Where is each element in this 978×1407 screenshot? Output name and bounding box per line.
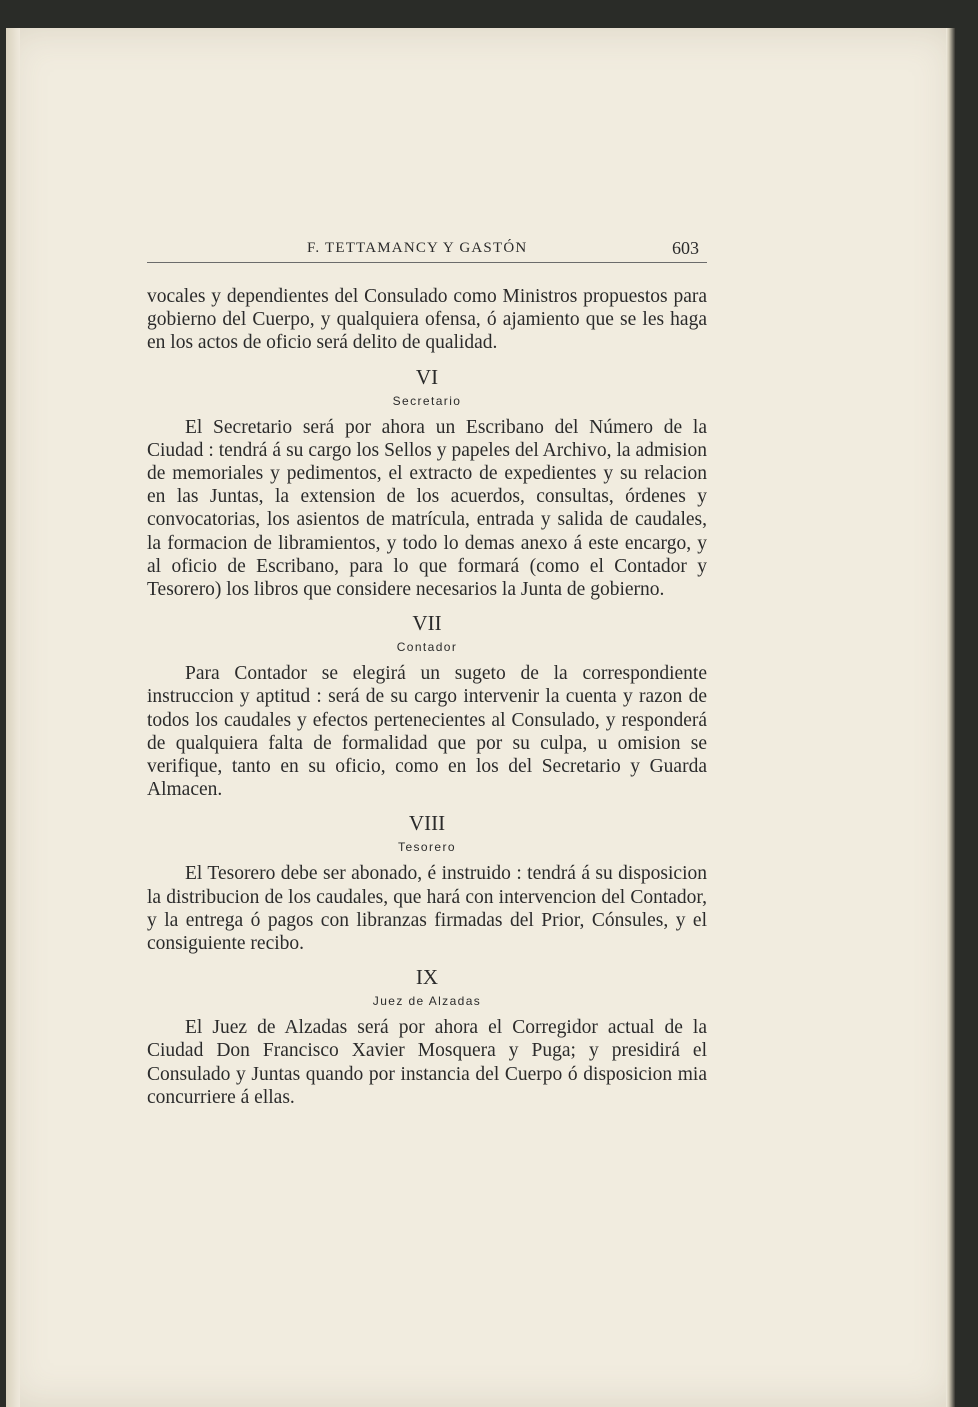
page-right-edge (946, 28, 956, 1407)
section-paragraph: El Tesorero debe ser abonado, é instruido : tendrá á su disposicion la distribucion de los caudales, que hará con intervencion del Contador, y la entrega ó pagos con libranzas firmadas del Prior, Cónsules, y el consiguiente recibo. (147, 863, 707, 955)
section-vii (147, 611, 707, 801)
section-vi (147, 365, 707, 602)
section-number: VII (412, 611, 442, 636)
section-paragraph: El Secretario será por ahora un Escribano del Número de la Ciudad : tendrá á su cargo los Sellos y papeles del Archivo, la admision de memoriales y pedimentos, el extracto de expedientes y su relacion en las Juntas, la extension de los acuerdos, consultas, órdenes y convocatorias, los asientos de matrícula, entrada y salida de caudales, la formacion de libramientos, y todo lo demas anexo á este encargo, y al oficio de Escribano, para lo que formará (como el Contador y Tesorero) los libros que considere necesarios la Junta de gobierno. (147, 416, 707, 601)
section-number: IX (415, 965, 439, 990)
page-text-block (147, 232, 707, 1109)
section-title: Contador (396, 640, 458, 655)
section-number: VI (415, 364, 439, 389)
running-title: F. TETTAMANCY Y GASTÓN (307, 240, 528, 256)
section-title: Secretario (392, 393, 462, 408)
page-number: 603 (672, 238, 699, 258)
running-header (147, 232, 707, 263)
section-paragraph: Para Contador se elegirá un sugeto de la correspondiente instruccion y aptitud : será de su cargo intervenir la cuenta y razon de todos los caudales y efectos pertenecientes al Consulado, y responderá de qualquiera falta de formalidad que por su culpa, u omision se verifique, tanto en su oficio, como en los del Secretario y Guarda Almacen. (147, 663, 707, 801)
section-number: VIII (408, 811, 446, 836)
page-gutter-shadow (6, 28, 20, 1407)
section-ix (147, 965, 707, 1109)
section-title: Juez de Alzadas (372, 994, 482, 1009)
book-page (6, 28, 956, 1407)
section-title: Tesorero (398, 840, 456, 855)
section-viii (147, 811, 707, 955)
section-paragraph: El Juez de Alzadas será por ahora el Corregidor actual de la Ciudad Don Francisco Xavier Mosquera y Puga; y presidirá el Consulado y Juntas quando por instancia del Cuerpo ó disposicion mia concurriere á ellas. (147, 1017, 707, 1108)
intro-paragraph: vocales y dependientes del Consulado como Ministros propuestos para gobierno del Cuerpo, y qualquiera ofensa, ó ajamiento que se les haga en los actos de oficio será delito de qualidad. (147, 286, 707, 354)
